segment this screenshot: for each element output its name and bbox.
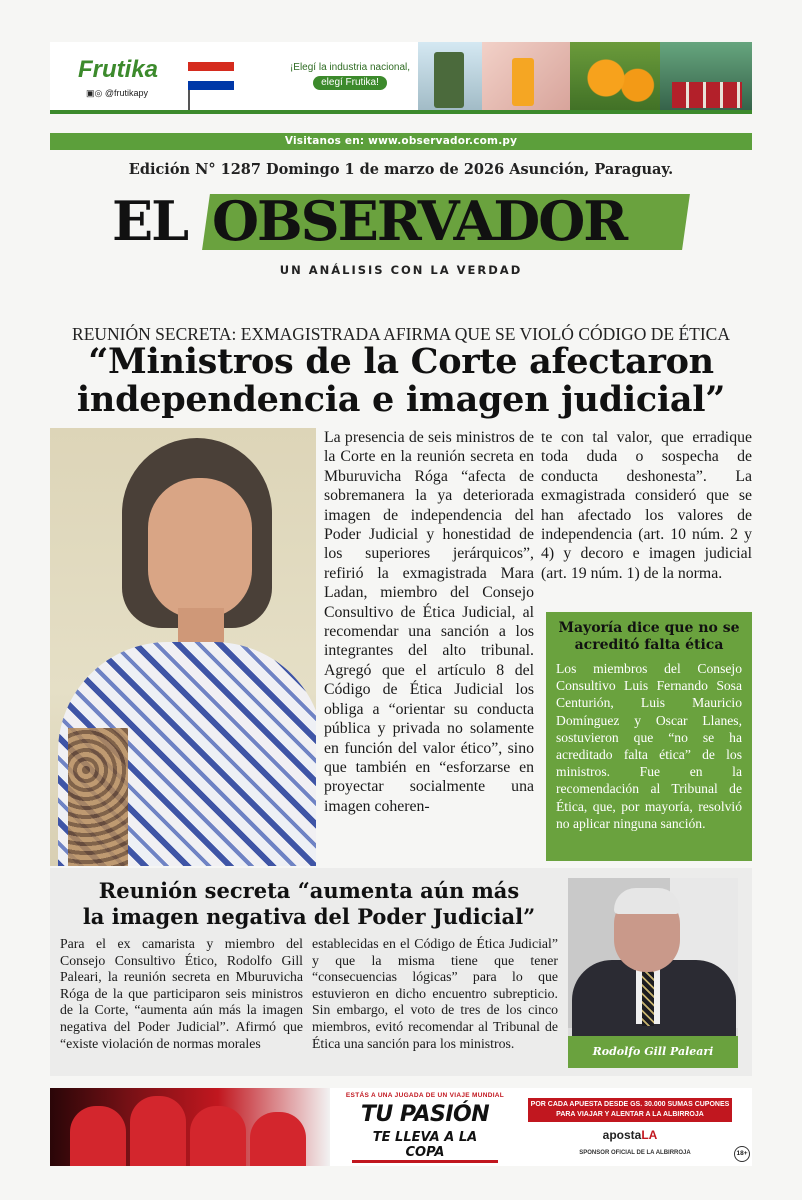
masthead-name: OBSERVADOR <box>212 189 627 253</box>
factory-photo <box>418 42 482 114</box>
social-handle-text: @frutikapy <box>104 88 149 98</box>
masthead-tagline: UN ANÁLISIS CON LA VERDAD <box>279 263 523 277</box>
headline-line-2: independencia e imagen judicial” <box>76 379 726 420</box>
second-article-column-2: establecidas en el Código de Ética Judicial” y que la misma tiene que tener “consecuencias lógicas” para lo que estuvieron en dicho encuentro subrepticio. Sin embargo, el voto de tres de los cinco miembros, evitó recomendar al Tribunal de Ética una sanción para los ministros. <box>312 936 558 1051</box>
ad-sponsor-text: SPONSOR OFICIAL DE LA ALBIRROJA <box>579 1150 691 1156</box>
photo-caption: Rodolfo Gill Paleari <box>568 1036 738 1068</box>
apostala-logo <box>580 1128 680 1142</box>
slogan-line-2: elegí Frutika! <box>313 76 387 90</box>
masthead-el: EL <box>112 189 188 253</box>
ad-big-text: TU PASIÓN <box>360 1102 490 1127</box>
main-article-column-2: te con tal valor, que erradique toda duda o sospecha de conducta deshonesta”. La exmagistrada consideró que se han afectado los valores de independencia (art. 10 núm. 2 y 4) y decoro e imagen judicial (art. 19 núm. 1) de la norma. <box>541 429 752 582</box>
sidebar-box-title: Mayoría dice que no se acreditó falta ética <box>558 620 740 653</box>
ad-big-text-2: TE LLEVA A LA COPA <box>352 1130 498 1163</box>
frutika-logo: Frutika <box>78 56 159 83</box>
edition-line: Edición N° 1287 Domingo 1 de marzo de 2026 Asunción, Paraguay. <box>128 161 674 178</box>
top-advertisement[interactable] <box>50 42 752 114</box>
headline-line-1: “Ministros de la Corte afectaron <box>88 341 714 382</box>
masthead <box>112 190 692 252</box>
main-article-column-1: La presencia de seis ministros de la Corte en la reunión secreta en Mburuvicha Róga “afecta de sobremanera la ya deteriorada imagen de independencia del Poder Judicial y honestidad de los superiores jerárquicos”, refirió la exmagistrada Mara Ladan, miembro del Consejo Consultivo de Ética Judicial, al recomendar una sanción a los integrantes del alto tribunal. Agregó que el artículo 8 del Código de Ética Judicial los obliga a “orientar su conducta pública y privada no solamente en función del valor ético”, sino que también en “esforzarse en proyectar socialmente una imagen coheren- <box>324 429 534 815</box>
second-article <box>50 868 752 1076</box>
ad-small-text: ESTÁS A UNA JUGADA DE UN VIAJE MUNDIAL <box>345 1092 505 1099</box>
main-headline <box>50 343 752 419</box>
players-photo <box>50 1088 330 1166</box>
website-bar[interactable]: Visitanos en: www.observador.com.py <box>50 133 752 150</box>
logo-part-b: LA <box>641 1128 658 1142</box>
oranges-photo <box>570 42 660 114</box>
second-headline-line-1: Reunión secreta “aumenta aún más <box>98 878 520 903</box>
mara-ladan-photo <box>50 428 316 866</box>
facebook-instagram-icon: ▣◎ <box>86 88 105 98</box>
ad-promo-banner: POR CADA APUESTA DESDE GS. 30.000 SUMAS CUPONES PARA VIAJAR Y ALENTAR A LA ALBIRROJA <box>528 1098 732 1122</box>
age-restriction-badge: 18+ <box>734 1146 750 1162</box>
logo-part-a: aposta <box>602 1128 642 1142</box>
bottom-advertisement[interactable] <box>50 1088 752 1166</box>
article-kicker: REUNIÓN SECRETA: EXMAGISTRADA AFIRMA QUE SE VIOLÓ CÓDIGO DE ÉTICA <box>72 324 730 344</box>
ad-photo-strip <box>418 42 752 114</box>
juice-photo <box>482 42 570 114</box>
second-headline-line-2: la imagen negativa del Poder Judicial” <box>82 904 536 929</box>
rodolfo-gill-paleari-photo <box>568 878 738 1068</box>
paraguay-flag-icon <box>188 62 234 90</box>
sidebar-box <box>546 612 752 861</box>
second-article-column-1: Para el ex camarista y miembro del Consejo Consultivo Ético, Rodolfo Gill Paleari, la reunión secreta en Mburuvicha Róga de la que participaron seis ministros de la Corte, “aumenta aún más la imagen negativa del Poder Judicial”. Afirmó que “existe violación de normas morales <box>60 936 303 1051</box>
sidebar-box-text: Los miembros del Consejo Consultivo Luis Fernando Sosa Centurión, Luis Mauricio Domínguez y Oscar Llanes, sostuvieron que “no se ha acreditado falta ética” de los ministros. Fue en la recomendación al Tribunal de Ética, que, por mayoría, resolvió no aplicar ninguna sanción. <box>556 661 742 831</box>
slogan-line-1: ¡Elegí la industria nacional, <box>289 62 411 73</box>
second-headline <box>50 878 568 930</box>
production-photo <box>660 42 752 114</box>
social-handle <box>86 88 148 99</box>
